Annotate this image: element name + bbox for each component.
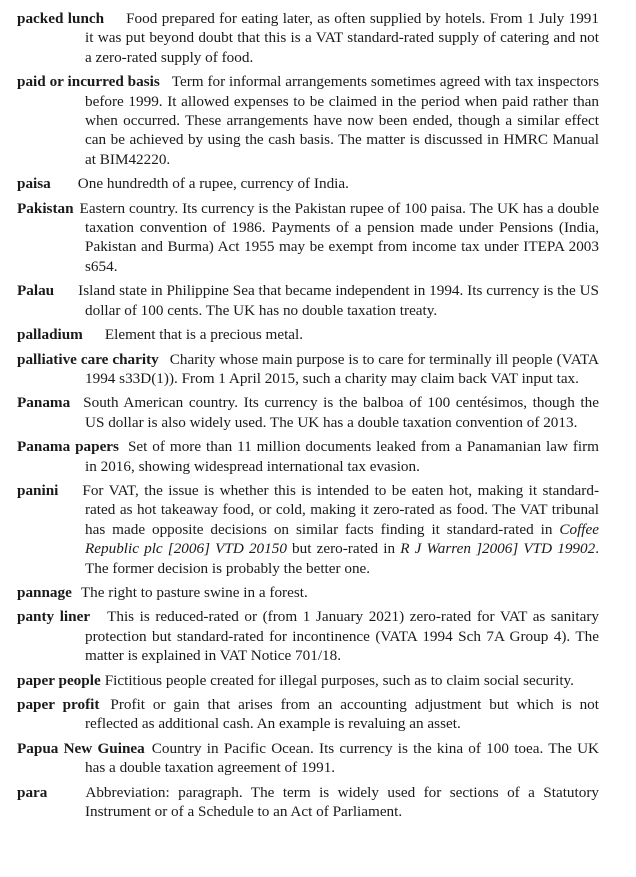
entry-term: pannage bbox=[17, 583, 72, 601]
entry-definition: Charity whose main purpose is to care for terminally ill people (VATA 1994 s33D(1)). From 1 April 2015, such a charity may claim back VAT input tax. bbox=[85, 350, 599, 387]
entry-term: Palau bbox=[17, 282, 55, 300]
entry-definition: The right to pasture swine in a forest. bbox=[80, 583, 308, 601]
glossary-entry bbox=[17, 583, 599, 602]
entry-definition: Set of more than 11 million documents leaked from a Panamanian law firm in 2016, showing widespread international tax evasion. bbox=[85, 438, 599, 475]
entry-definition: Term for informal arrangements sometimes agreed with tax inspectors before 1999. It allowed expenses to be claimed in the period when paid rather than when occurred. These arrangements have now been ended, though a similar effect can be achieved by using the cash basis. The matter is discussed in HMRC Manual at BIM42220. bbox=[85, 73, 599, 168]
entry-definition: Island state in Philippine Sea that became independent in 1994. Its currency is the US dollar of 100 cents. The UK has no double taxation treaty. bbox=[78, 282, 599, 319]
glossary-entry bbox=[17, 671, 599, 690]
entry-definition bbox=[82, 482, 599, 577]
glossary-entry bbox=[17, 350, 599, 389]
glossary-entry bbox=[17, 481, 599, 578]
entry-term: paid or incurred basis bbox=[17, 73, 160, 91]
entry-term: Panama papers bbox=[17, 438, 119, 456]
entry-definition: Fictitious people created for illegal purposes, such as to claim social security. bbox=[104, 671, 574, 689]
definition-text: For VAT, the issue is whether this is intended to be eaten hot, making it standard-rated as hot takeaway food, or cold, making it zero-rated as food. The VAT tribunal has made opposite decisions on similar facts finding it standard-rated in bbox=[82, 481, 599, 538]
glossary-entry bbox=[17, 281, 599, 320]
glossary-entry bbox=[17, 783, 599, 822]
entry-definition: Food prepared for eating later, as often supplied by hotels. From 1 July 1991 it was put beyond doubt that this is a VAT standard-rated supply of catering and not a zero-rated supply of food. bbox=[85, 10, 599, 66]
glossary-entry bbox=[17, 325, 599, 344]
entry-definition: Element that is a precious metal. bbox=[104, 326, 304, 344]
entry-definition: Profit or gain that arises from an accounting adjustment but which is not reflected as additional cash. An example is revaluing an asset. bbox=[85, 696, 599, 733]
entry-definition: South American country. Its currency is the balboa of 100 centésimos, though the US dollar is also widely used. The UK has a double taxation convention of 2013. bbox=[83, 394, 599, 431]
entry-definition: Country in Pacific Ocean. Its currency is the kina of 100 toea. The UK has a double taxation agreement of 1991. bbox=[85, 739, 600, 777]
entry-definition: One hundredth of a rupee, currency of India. bbox=[77, 175, 349, 193]
entry-term: packed lunch bbox=[17, 10, 105, 27]
glossary-entry bbox=[17, 174, 599, 193]
glossary-entry bbox=[17, 199, 599, 277]
glossary-entry bbox=[17, 437, 599, 476]
entry-term: panty liner bbox=[17, 608, 91, 626]
glossary-entry bbox=[17, 72, 599, 169]
glossary-entry bbox=[17, 393, 599, 432]
entry-term: Panama bbox=[17, 394, 71, 412]
entry-definition: This is reduced-rated or (from 1 January 2021) zero-rated for VAT as sanitary protection but standard-rated for incontinence (VATA 1994 Sch 7A Group 4). The matter is explained in VAT Notice 701/18. bbox=[85, 608, 599, 665]
case-citation: Coffee Republic plc [2006] VTD 20150 bbox=[85, 520, 599, 558]
entry-definition: Abbreviation: paragraph. The term is widely used for sections of a Statutory Instrument or of a Schedule to an Act of Parliament. bbox=[85, 783, 599, 821]
entry-term: Papua New Guinea bbox=[17, 739, 145, 757]
glossary-entry bbox=[17, 9, 599, 67]
glossary-entry bbox=[17, 607, 599, 665]
entry-term: paper profit bbox=[17, 696, 100, 713]
entry-term: panini bbox=[17, 481, 59, 499]
entry-term: paper people bbox=[17, 671, 101, 689]
case-citation: R J Warren ]2006] VTD 19902 bbox=[400, 540, 596, 558]
definition-text: but zero-rated in bbox=[286, 540, 401, 558]
glossary-entry bbox=[17, 695, 599, 734]
entry-definition: Eastern country. Its currency is the Pakistan rupee of 100 paisa. The UK has a double taxation convention of 1986. Payments of a pension made under Pensions (India, Pakistan and Burma) Act 1955 may be exempt from income tax under ITEPA 2003 s654. bbox=[79, 199, 599, 275]
entry-term: para bbox=[17, 783, 48, 801]
entry-term: palladium bbox=[17, 326, 83, 344]
definition-text: . The former decision is probably the better one. bbox=[85, 540, 599, 577]
entry-term: palliative care charity bbox=[17, 350, 159, 368]
glossary-page bbox=[17, 9, 599, 826]
entry-term: paisa bbox=[17, 175, 51, 193]
glossary-entry bbox=[17, 739, 599, 778]
entry-term: Pakistan bbox=[17, 199, 74, 217]
